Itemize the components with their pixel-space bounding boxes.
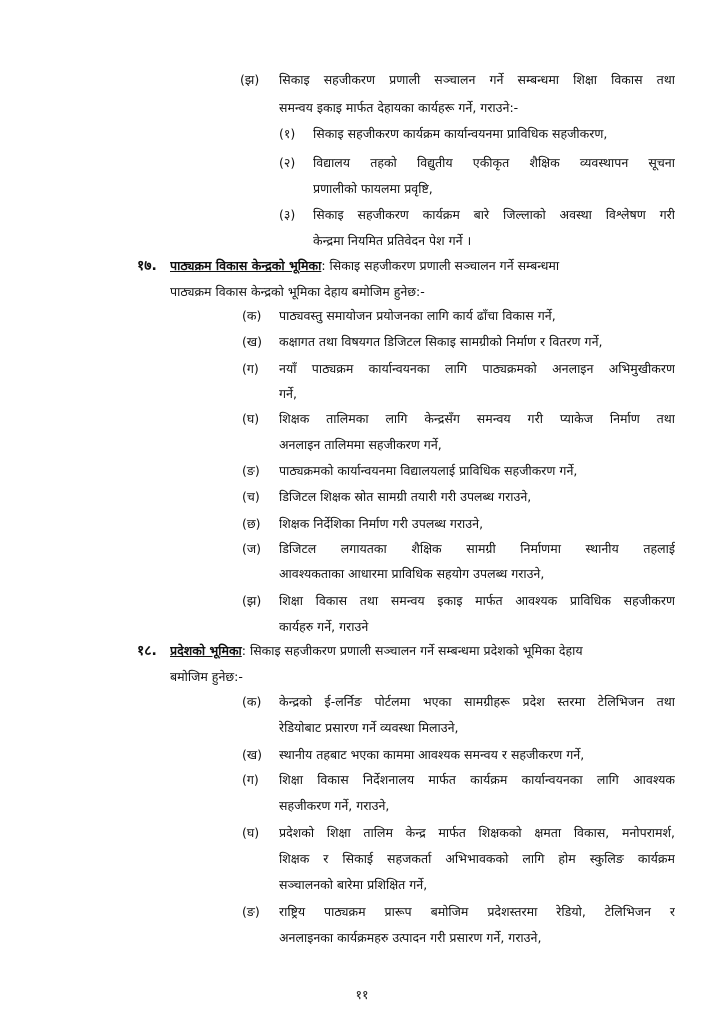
text-line: केन्द्रमा नियमित प्रतिवेदन पेश गर्ने । <box>313 233 472 248</box>
text-line: आवश्यकताका आधारमा प्राविधिक सहयोग उपलब्ध गराउने, <box>279 566 545 581</box>
text-line: अनलाइन तालिममा सहजीकरण गर्ने, <box>279 437 442 452</box>
text-line: डिजिटल लगायतका शैक्षिक सामग्री निर्माणमा स्थानीय तहलाई <box>279 541 675 556</box>
text-line: बमोजिम हुनेछ:- <box>170 669 243 684</box>
item-marker: (छ) <box>242 516 261 531</box>
sub-item-marker: (१) <box>279 126 296 141</box>
sub-item-marker: (२) <box>279 155 296 170</box>
item-marker: (झ) <box>242 593 262 608</box>
item-marker: (ज) <box>242 541 262 556</box>
item-marker: (घ) <box>242 411 260 426</box>
text-line: सञ्चालनको बारेमा प्रशिक्षित गर्ने, <box>279 877 428 892</box>
sub-item-marker: (३) <box>279 207 296 222</box>
text-line: प्रणालीको फायलमा प्रवृष्टि, <box>313 181 433 196</box>
section-number: १७. <box>137 258 157 274</box>
section-title: प्रदेशको भूमिका <box>170 643 242 658</box>
text-line: सहजीकरण गर्ने, गराउने, <box>279 798 390 813</box>
item-marker: (क) <box>242 694 262 709</box>
section-heading-line <box>170 642 676 660</box>
page-number: ११ <box>355 987 369 1002</box>
item-marker: (च) <box>242 489 260 504</box>
text-line: प्रदेशको शिक्षा तालिम केन्द्र मार्फत शिक्षकको क्षमता विकास, मनोपरामर्श, <box>279 825 675 840</box>
text-line: सिकाइ सहजीकरण प्रणाली सञ्चालन गर्ने सम्बन्धमा शिक्षा विकास तथा <box>279 72 675 87</box>
section-heading-line <box>170 257 676 275</box>
section-title: पाठ्यक्रम विकास केन्द्रको भूमिका <box>170 258 322 273</box>
text-line: समन्वय इकाइ मार्फत देहायका कार्यहरू गर्ने, गराउने:- <box>279 100 519 115</box>
section-intro: : सिकाइ सहजीकरण प्रणाली सञ्चालन गर्ने सम्बन्धमा प्रदेशको भूमिका देहाय <box>241 643 583 658</box>
item-marker: (क) <box>242 308 262 323</box>
text-line: अनलाइनका कार्यक्रमहरु उत्पादन गरी प्रसारण गर्ने, गराउने, <box>279 930 542 945</box>
text-line: शिक्षा विकास निर्देशनालय मार्फत कार्यक्रम कार्यान्वयनका लागि आवश्यक <box>279 772 675 787</box>
text-line: गर्ने, <box>279 386 297 401</box>
section-intro: : सिकाइ सहजीकरण प्रणाली सञ्चालन गर्ने सम्बन्धमा <box>321 258 560 273</box>
item-marker: (ग) <box>242 772 259 787</box>
text-line: शिक्षक तालिमका लागि केन्द्रसँग समन्वय गरी प्याकेज निर्माण तथा <box>279 411 675 426</box>
text-line: पाठ्यक्रम विकास केन्द्रको भूमिका देहाय बमोजिम हुनेछ:- <box>170 284 425 299</box>
text-line: शिक्षा विकास तथा समन्वय इकाइ मार्फत आवश्यक प्राविधिक सहजीकरण <box>279 593 675 608</box>
item-marker: (ग) <box>242 361 259 376</box>
text-line: शिक्षक निर्देशिका निर्माण गरी उपलब्ध गराउने, <box>279 516 484 531</box>
item-marker: (ख) <box>242 747 262 762</box>
text-line: स्थानीय तहबाट भएका काममा आवश्यक समन्वय र सहजीकरण गर्ने, <box>279 747 585 762</box>
item-marker: (घ) <box>242 825 260 840</box>
text-line: पाठ्यवस्तु समायोजन प्रयोजनका लागि कार्य ढाँचा विकास गर्ने, <box>279 308 556 323</box>
item-marker: (झ) <box>240 72 260 87</box>
text-line: डिजिटल शिक्षक स्रोत सामग्री तयारी गरी उपलब्ध गराउने, <box>279 489 532 504</box>
item-marker: (ङ) <box>242 463 260 478</box>
text-line: रेडियोबाट प्रसारण गर्ने व्यवस्था मिलाउने, <box>279 720 459 735</box>
text-line: पाठ्यक्रमको कार्यान्वयनमा विद्यालयलाई प्राविधिक सहजीकरण गर्ने, <box>279 463 578 478</box>
text-line: विद्यालय तहको विद्युतीय एकीकृत शैक्षिक व्यवस्थापन सूचना <box>313 155 675 170</box>
text-line: सिकाइ सहजीकरण कार्यक्रम कार्यान्वयनमा प्राविधिक सहजीकरण, <box>313 126 608 141</box>
text-line: सिकाइ सहजीकरण कार्यक्रम बारे जिल्लाको अवस्था विश्लेषण गरी <box>313 207 675 222</box>
text-line: कार्यहरु गर्ने, गराउने <box>279 619 369 634</box>
text-line: राष्ट्रिय पाठ्यक्रम प्रारूप बमोजिम प्रदेशस्तरमा रेडियो, टेलिभिजन र <box>279 904 675 919</box>
text-line: केन्द्रको ई-लर्निङ पोर्टलमा भएका सामग्रीहरू प्रदेश स्तरमा टेलिभिजन तथा <box>279 694 675 709</box>
item-marker: (ख) <box>242 334 262 349</box>
section-number: १८. <box>137 643 157 659</box>
text-line: कक्षागत तथा विषयगत डिजिटल सिकाइ सामग्रीको निर्माण र वितरण गर्ने, <box>279 334 603 349</box>
text-line: नयाँ पाठ्यक्रम कार्यान्वयनका लागि पाठ्यक्रमको अनलाइन अभिमुखीकरण <box>279 361 675 376</box>
item-marker: (ङ) <box>242 904 260 919</box>
text-line: शिक्षक र सिकाई सहजकर्ता अभिभावकको लागि होम स्कुलिङ कार्यक्रम <box>279 851 675 866</box>
